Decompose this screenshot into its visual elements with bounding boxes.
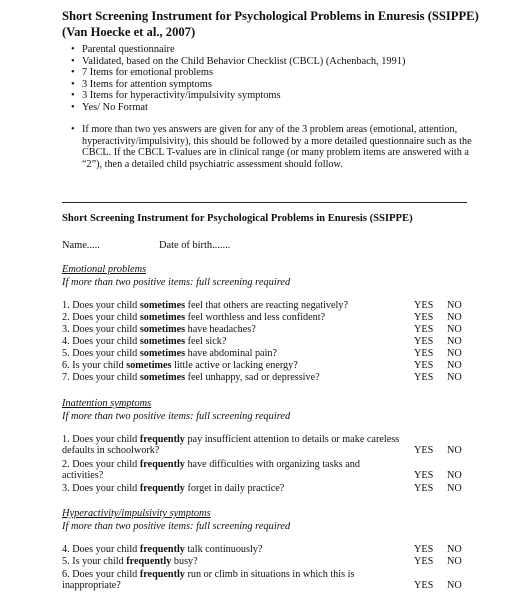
name-dob-row bbox=[62, 240, 231, 251]
question-row bbox=[62, 434, 502, 457]
bullet-item: • 7 Items for emotional problems bbox=[71, 67, 214, 79]
question-row bbox=[62, 336, 502, 347]
question-text: 4. Does your child frequently talk continuously? bbox=[62, 544, 263, 555]
bullet-icon: • bbox=[71, 101, 75, 113]
yes-option[interactable]: YES bbox=[414, 360, 434, 371]
question-text: 6. Does your child frequently run or climb in situations in which this is inappropriate? bbox=[62, 569, 355, 592]
no-option[interactable]: NO bbox=[447, 312, 462, 323]
yes-option[interactable]: YES bbox=[414, 312, 434, 323]
section-note: If more than two positive items: full screening required bbox=[62, 521, 291, 532]
yes-option[interactable]: YES bbox=[414, 580, 434, 592]
yes-option[interactable]: YES bbox=[414, 556, 434, 567]
question-text: 7. Does your child sometimes feel unhappy, sad or depressive? bbox=[62, 372, 320, 383]
divider bbox=[62, 202, 467, 203]
bullet-icon: • bbox=[71, 124, 75, 135]
bullet-icon: • bbox=[71, 90, 75, 102]
bullet-item: • Yes/ No Format bbox=[71, 101, 148, 113]
section-title-emotional: Emotional problems bbox=[62, 264, 147, 275]
info-bullet-list bbox=[62, 44, 482, 114]
bullet-icon: • bbox=[71, 44, 75, 55]
question-row bbox=[62, 324, 502, 335]
section-title-inattention: Inattention symptoms bbox=[62, 398, 152, 409]
question-row bbox=[62, 312, 502, 323]
question-text: 1. Does your child frequently pay insufficient attention to details or make careless defaults in schoolwork? bbox=[62, 434, 400, 457]
no-option[interactable]: NO bbox=[447, 324, 462, 335]
no-option[interactable]: NO bbox=[447, 445, 462, 457]
no-option[interactable]: NO bbox=[447, 483, 462, 494]
question-row bbox=[62, 348, 502, 359]
bullet-item: • Validated, based on the Child Behavior Checklist (CBCL) (Achenbach, 1991) bbox=[71, 55, 406, 67]
question-text: 5. Is your child frequently busy? bbox=[62, 556, 198, 567]
question-text: 5. Does your child sometimes have abdominal pain? bbox=[62, 348, 278, 359]
question-text: 3. Does your child sometimes have headaches? bbox=[62, 324, 256, 335]
yes-option[interactable]: YES bbox=[414, 372, 434, 383]
question-text: 6. Is your child sometimes little active or lacking energy? bbox=[62, 360, 298, 371]
question-row bbox=[62, 544, 502, 555]
question-text: 1. Does your child sometimes feel that others are reacting negatively? bbox=[62, 300, 348, 311]
yes-option[interactable]: YES bbox=[414, 348, 434, 359]
question-text: 2. Does your child sometimes feel worthless and less confident? bbox=[62, 312, 326, 323]
section-note: If more than two positive items: full screening required bbox=[62, 277, 291, 288]
yes-option[interactable]: YES bbox=[414, 470, 434, 482]
no-option[interactable]: NO bbox=[447, 580, 462, 592]
no-option[interactable]: NO bbox=[447, 556, 462, 567]
question-row bbox=[62, 372, 502, 383]
question-row bbox=[62, 300, 502, 311]
bullet-item: • If more than two yes answers are given for any of the 3 problem areas (emotional, attention, hyperactivity/impulsivity), this should be followed by a more detailed questionnaire such as the CBCL. If the CBCL T-values are in clinical range (or many problem items are answered with a “2”), then a detailed child psychiatric assessment should follow. bbox=[71, 124, 472, 170]
no-option[interactable]: NO bbox=[447, 544, 462, 555]
question-text: 4. Does your child sometimes feel sick? bbox=[62, 336, 227, 347]
bullet-item: • Parental questionnaire bbox=[71, 44, 175, 55]
question-row bbox=[62, 360, 502, 371]
yes-option[interactable]: YES bbox=[414, 483, 434, 494]
form-title: Short Screening Instrument for Psychological Problems in Enuresis (SSIPPE) bbox=[62, 213, 413, 224]
yes-option[interactable]: YES bbox=[414, 336, 434, 347]
bullet-icon: • bbox=[71, 78, 75, 90]
screening-note bbox=[62, 124, 482, 170]
yes-option[interactable]: YES bbox=[414, 544, 434, 555]
name-field[interactable]: Name..... bbox=[62, 240, 100, 251]
question-row bbox=[62, 483, 502, 494]
bullet-icon: • bbox=[71, 67, 75, 79]
yes-option[interactable]: YES bbox=[414, 300, 434, 311]
no-option[interactable]: NO bbox=[447, 300, 462, 311]
question-row bbox=[62, 569, 502, 592]
question-row bbox=[62, 556, 502, 567]
no-option[interactable]: NO bbox=[447, 336, 462, 347]
bullet-icon: • bbox=[71, 55, 75, 67]
section-note: If more than two positive items: full screening required bbox=[62, 411, 291, 422]
document-title: Short Screening Instrument for Psychological Problems in Enuresis (SSIPPE) (Van Hoecke et al., 2007) bbox=[62, 9, 479, 39]
no-option[interactable]: NO bbox=[447, 360, 462, 371]
no-option[interactable]: NO bbox=[447, 348, 462, 359]
section-title-hyperactivity: Hyperactivity/impulsivity symptoms bbox=[62, 508, 211, 519]
yes-option[interactable]: YES bbox=[414, 445, 434, 457]
question-text: 3. Does your child frequently forget in daily practice? bbox=[62, 483, 285, 494]
bullet-item: • 3 Items for hyperactivity/impulsivity symptoms bbox=[71, 90, 281, 102]
no-option[interactable]: NO bbox=[447, 470, 462, 482]
question-text: 2. Does your child frequently have difficulties with organizing tasks and activities? bbox=[62, 459, 360, 482]
no-option[interactable]: NO bbox=[447, 372, 462, 383]
dob-field[interactable]: Date of birth....... bbox=[159, 240, 231, 251]
bullet-item: • 3 Items for attention symptoms bbox=[71, 78, 212, 90]
question-row bbox=[62, 459, 502, 482]
yes-option[interactable]: YES bbox=[414, 324, 434, 335]
